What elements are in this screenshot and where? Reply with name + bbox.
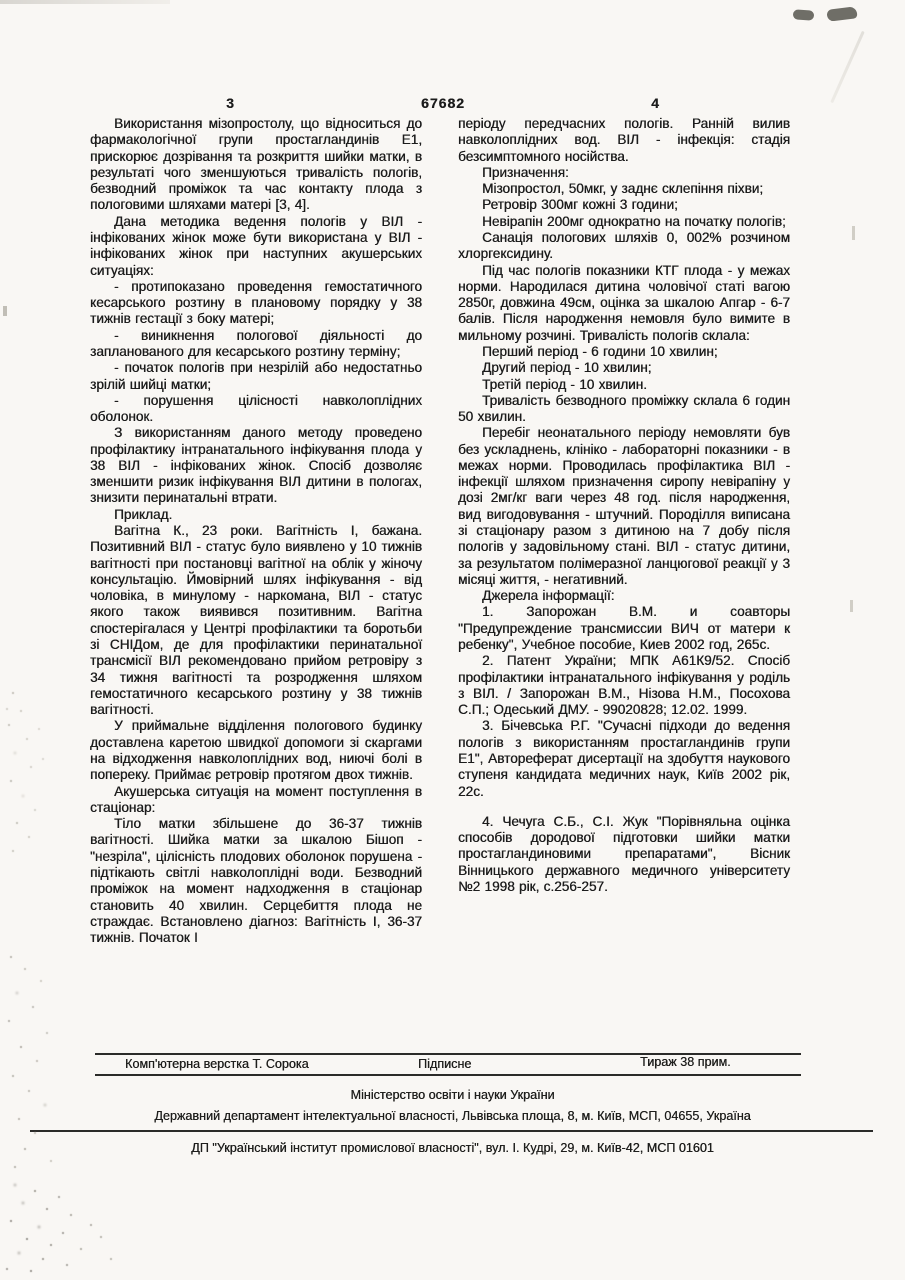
scan-artifact-speckles-bottom-left [0, 0, 2, 2]
paragraph: - початок пологів при незрілій або недостатньо зрілій шийці матки; [90, 360, 422, 392]
paragraph: 4. Чечуга С.Б., С.І. Жук "Порівняльна оцінка способів дородової підготовки шийки матки простагландиновими препаратами", Вісник Вінницького державного медичного університету №2 1998 рік, с.256-257. [458, 813, 790, 894]
paragraph: Невірапін 200мг однократно на початку пологів; [482, 213, 786, 229]
footer-rule-middle [95, 1074, 801, 1076]
paragraph: 2. Патент України; МПК А61К9/52. Спосіб профілактики інтранатального інфікування у роділь з ВІЛ. / Запорожан В.М., Нізова Н.М., Посохова С.П.; Одеський ДМУ. - 99020828; 12.02. 1999. [458, 653, 790, 718]
patent-number: 67682 [421, 95, 465, 111]
paragraph: У приймальне відділення пологового будинку доставлена каретою швидкої допомоги зі скаргами на відходження навколоплідних вод, ниючі болі в попереку. Приймає ретровір протягом двох тижнів. [90, 718, 422, 783]
scan-artifact-top-right-mark-1 [793, 9, 815, 20]
scan-artifact-margin-tick-3 [3, 306, 7, 316]
paragraph: - протипоказано проведення гемостатичного кесарського розтину в плановому порядку у 38 тижнів гестації з боку матері; [90, 278, 422, 327]
footer-subscription-label: Підписне [418, 1057, 472, 1071]
scan-artifact-margin-tick-2 [850, 600, 853, 612]
paragraph: Під час пологів показники КТГ плода - у межах норми. Народилася дитина чоловічої статі вагою 2850г, довжина 49см, оцінка за шкалою Апгар - 6-7 балів. Після народження немовля було вимите в мильному розчині. Тривалість пологів склала: [458, 262, 790, 343]
paragraph: 1. Запорожан В.М. и соавторы "Предупреждение трансмиссии ВИЧ от матери к ребенку", Учебное пособие, Киев 2002 год, 265с. [458, 604, 790, 652]
footer-department-line: Державний департамент інтелектуальної власності, Львівська площа, 8, м. Київ, МСП, 04655, Україна [154, 1109, 751, 1123]
paragraph: - порушення цілісності навколоплідних оболонок. [90, 392, 422, 425]
scan-artifact-streak [830, 31, 864, 103]
paragraph: Вагітна К., 23 роки. Вагітність І, бажана. Позитивний ВІЛ - статус було виявлено у 10 тижнів вагітності при постановці вагітної на облік у жіночу консультацію. Ймовірний шлях інфікування - від чоловіка, в минулому - наркомана, ВІЛ - статус якого також виявився позитивним. Вагітна спостерігалася у Центрі профілактики та боротьби зі СНІДом, де для профілактики перинатальної трансмісії ВІЛ рекомендовано прийом ретровіру з 34 тижня вагітності та розродження шляхом гемостатичного кесарського розтину у 38 тижнів вагітності. [90, 523, 422, 718]
footer-institute-line: ДП "Український інститут промислової власності", вул. І. Кудрі, 29, м. Київ-42, МСП 01601 [191, 1141, 714, 1155]
footer-ministry-line: Міністерство освіти і науки України [350, 1088, 555, 1102]
paragraph: Джерела інформації: [482, 588, 615, 604]
paragraph: Використання мізопростолу, що відноситься до фармакологічної групи простагландинів Е1, прискорює дозрівання та розкриття шийки матки, в результаті чого зменшуються тривалість пологів, безводний проміжок та час контакту плода з пологовими шляхами матері [3, 4]. [90, 116, 422, 213]
page-number-right: 4 [651, 95, 659, 111]
scan-artifact-top-right-mark-2 [826, 6, 857, 22]
paragraph: З використанням даного методу проведено профілактику інтранатального інфікування плода у 38 ВІЛ - інфікованих жінок. Спосіб дозволяє зменшити ризик інфікування ВІЛ дитини в пологах, знизити перинатальні втрати. [90, 425, 422, 506]
paragraph: Третій період - 10 хвилин. [482, 376, 647, 392]
paragraph: Акушерська ситуація на момент поступлення в стаціонар: [90, 783, 422, 815]
page-number-left: 3 [226, 95, 234, 111]
paragraph: Ретровір 300мг кожні 3 години; [482, 197, 678, 213]
paragraph: - виникнення пологової діяльності до запланованого для кесарського розтину терміну; [90, 327, 422, 359]
paragraph: Санація пологових шляхів 0, 002% розчином хлоргексидину. [458, 229, 790, 262]
paragraph: Перший період - 6 години 10 хвилин; [482, 343, 718, 359]
paragraph: Призначення: [482, 164, 569, 180]
scan-artifact-top-edge-smudge [0, 0, 170, 4]
footer-circulation-label: Тираж 38 прим. [640, 1055, 731, 1069]
column-right [458, 116, 790, 895]
paragraph: періоду передчасних пологів. Ранній вилив навколоплідних вод. ВІЛ - інфекція: стадія безсимптомного носійства. [458, 116, 790, 164]
paragraph: Дана методика ведення пологів у ВІЛ - інфікованих жінок може бути використана у ВІЛ - інфікованих жінок при наступних акушерських ситуаціях: [90, 213, 422, 278]
footer-rule-bottom [30, 1130, 873, 1132]
paragraph: Мізопростол, 50мкг, у заднє склепіння піхви; [482, 181, 764, 197]
paragraph: Тривалість безводного проміжку склала 6 годин 50 хвилин. [458, 392, 790, 425]
paragraph: 3. Бічевська Р.Г. "Сучасні підходи до ведення пологів з використанням простагландинів групи Е1", Автореферат дисертації на здобуття наукового ступеня кандидата медичних наук, Київ 2002 рік, 22с. [458, 718, 790, 799]
footer-typesetting-credit: Комп'ютерна верстка Т. Сорока [125, 1057, 309, 1071]
scan-artifact-margin-tick-1 [852, 226, 855, 240]
column-left [90, 116, 422, 946]
paragraph: Перебіг неонатального періоду немовляти був без ускладнень, клініко - лабораторні показники - в межах норми. Проводилась профілактика ВІЛ - інфекції шляхом призначення сиропу невірапіну у дозі 2мг/кг ваги через 48 год. після народження, вид вигодовування - штучний. Породілля виписана зі стаціонару разом з дитиною на 7 добу після пологів у задовільному стані. ВІЛ - статус дитини, за результатом полімеразної ланцюгової реакції у 3 місяці життя, - негативний. [458, 425, 790, 587]
paragraph: Тіло матки збільшене до 36-37 тижнів вагітності. Шийка матки за шкалою Бішоп - "незріла", цілісність плодових оболонок порушена - підтікають світлі навколоплідні води. Безводний проміжок на момент надходження в стаціонар становить 40 хвилин. Серцебиття плода не страждає. Встановлено діагноз: Вагітність І, 36-37 тижнів. Початок І [90, 816, 422, 946]
paragraph: Другий період - 10 хвилин; [482, 360, 652, 376]
paragraph: Приклад. [114, 506, 173, 522]
